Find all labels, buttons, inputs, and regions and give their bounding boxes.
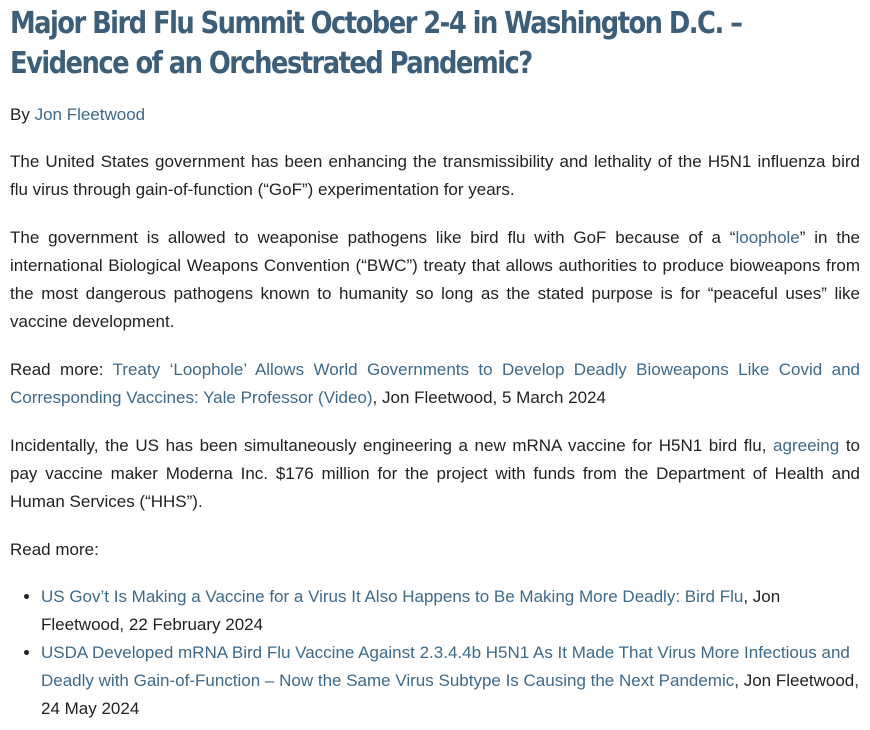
article-title: Major Bird Flu Summit October 2-4 in Washington D.C. – Evidence of an Orchestrated Pandemic? [10, 6, 742, 81]
paragraph-4 [10, 432, 860, 516]
agreeing-link[interactable]: agreeing [773, 436, 840, 455]
paragraph-2-text-after: ” in the international Biological Weapons Convention (“BWC”) treaty that allows authorities to produce bioweapons from the most dangerous pathogens known to humanity so long as the stated purpose is for “peaceful uses” like vaccine development. [10, 228, 860, 331]
list-item [41, 639, 860, 723]
paragraph-4-text-before: Incidentally, the US has been simultaneously engineering a new mRNA vaccine for H5N1 bird flu, [10, 436, 774, 455]
paragraph-2 [10, 224, 860, 336]
related-article-meta-2: , Jon Fleetwood, 24 May 2024 [41, 671, 859, 718]
related-article-link-1[interactable]: US Gov’t Is Making a Vaccine for a Virus It Also Happens to Be Making More Deadly: Bird Flu [41, 587, 744, 606]
byline-prefix: By [10, 105, 35, 124]
read-more-suffix: , Jon Fleetwood, 5 March 2024 [372, 388, 606, 407]
related-article-link-2[interactable]: USDA Developed mRNA Bird Flu Vaccine Against 2.3.4.4b H5N1 As It Made That Virus More Infectious and Deadly with Gain-of-Function – Now the Same Virus Subtype Is Causing the Next Pandemic [41, 643, 850, 690]
loophole-link[interactable]: loophole [735, 228, 800, 247]
paragraph-2-text-before: The government is allowed to weaponise pathogens like bird flu with GoF because of a “ [10, 228, 736, 247]
paragraph-1: The United States government has been enhancing the transmissibility and lethality of the H5N1 influenza bird flu virus through gain-of-function (“GoF”) experimentation for years. [10, 152, 860, 199]
list-item [41, 583, 860, 639]
paragraph-3 [10, 356, 860, 412]
paragraph-4-text-after: to pay vaccine maker Moderna Inc. $176 million for the project with funds from the Department of Health and Human Services (“HHS”). [10, 436, 860, 511]
related-article-meta-1: , Jon Fleetwood, 22 February 2024 [41, 587, 781, 634]
byline [10, 101, 860, 129]
author-link[interactable]: Jon Fleetwood [34, 105, 146, 124]
read-more-prefix: Read more: [10, 360, 113, 379]
read-more-label: Read more: [10, 540, 99, 559]
treaty-loophole-article-link[interactable]: Treaty ‘Loophole’ Allows World Governments to Develop Deadly Bioweapons Like Covid and Corresponding Vaccines: Yale Professor (Video) [10, 360, 861, 407]
related-articles-list [10, 583, 860, 723]
